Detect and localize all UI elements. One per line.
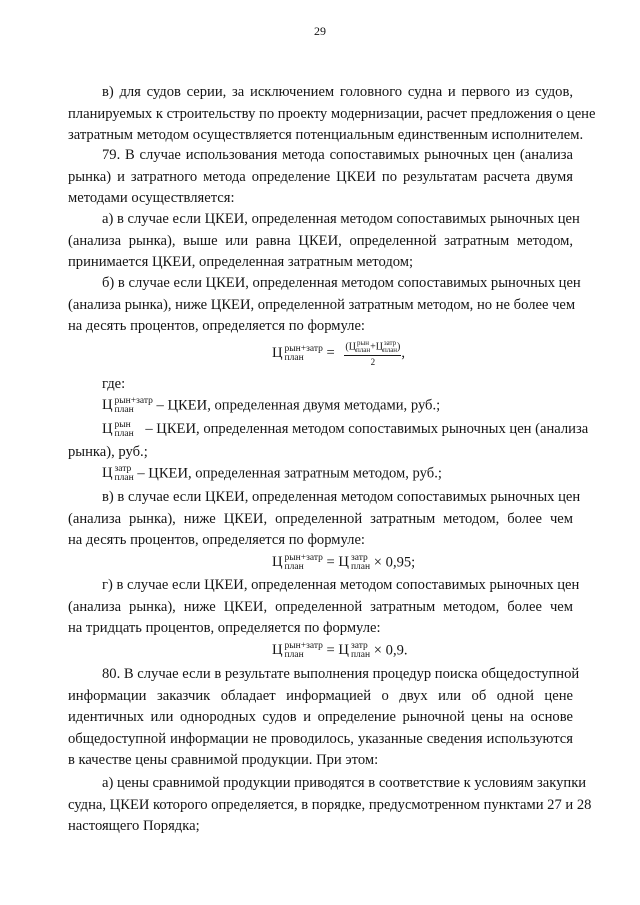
equals-sign: = — [326, 642, 335, 659]
where-label-block — [68, 374, 573, 396]
text-line: б) в случае если ЦКЕИ, определенная методом сопоставимых рыночных цен — [102, 275, 581, 291]
formula-symbol: Ц — [102, 397, 113, 414]
text-line: общедоступной информации не проводилось, указанные сведения используются — [68, 730, 573, 747]
text-line: методами осуществляется: — [68, 190, 235, 207]
subscript: план — [114, 405, 134, 415]
num-part: (Ц — [345, 341, 356, 353]
superscript: рын — [357, 339, 369, 347]
superscript: затр — [350, 553, 368, 563]
superscript: рын+затр — [284, 343, 323, 354]
formula-scripts — [351, 642, 370, 660]
fraction — [344, 340, 401, 367]
text-line: информации заказчик обладает информацией о двух или об одной цене — [68, 687, 573, 704]
text-line: принимается ЦКЕИ, определенная затратным методом; — [68, 254, 414, 271]
text-line: (анализа рынка), выше или равна ЦКЕИ, определенной затратным методом, — [68, 232, 573, 249]
fraction-denominator: 2 — [370, 357, 376, 367]
text-line: рынка), руб.; — [68, 444, 148, 460]
superscript: рын+затр — [114, 396, 153, 406]
text-line: 80. В случае если в результате выполнения процедур поиска общедоступной — [102, 666, 580, 682]
definition-3 — [102, 465, 442, 483]
equals-sign: = — [326, 344, 335, 361]
text-line: в) для судов серии, за исключением головного судна и первого из судов, — [102, 84, 573, 100]
paragraph-v-ship-series — [68, 82, 596, 147]
subscript: план — [284, 352, 304, 363]
subscript: план — [284, 562, 304, 572]
formula-symbol: Ц — [272, 344, 283, 361]
formula-average — [272, 340, 405, 367]
definition-text: – ЦКЕИ, определенная затратным методом, руб.; — [133, 465, 442, 482]
formula-scripts — [115, 421, 134, 439]
num-part: ) — [397, 341, 401, 353]
text-line: 79. В случае использования метода сопоставимых рыночных цен (анализа — [102, 147, 573, 163]
superscript: рын+затр — [284, 553, 323, 563]
superscript: затр — [383, 339, 397, 347]
formula-scripts — [285, 642, 323, 660]
num-scripts — [356, 340, 370, 354]
text-line: затратным методом осуществляется потенциальным единственным исполнителем. — [68, 127, 584, 144]
definition-2 — [102, 420, 589, 439]
definition-1 — [102, 397, 440, 415]
text-line: в) в случае если ЦКЕИ, определенная методом сопоставимых рыночных цен — [102, 489, 581, 505]
definition-text: – ЦКЕИ, определенная методом сопоставимых рыночных цен (анализа — [145, 421, 589, 438]
formula-symbol: Ц — [338, 642, 349, 659]
superscript: рын — [114, 420, 131, 430]
text-line: г) в случае если ЦКЕИ, определенная методом сопоставимых рыночных цен — [102, 577, 580, 593]
paragraph-79v — [68, 487, 581, 552]
text-line: (анализа рынка), ниже ЦКЕИ, определенной затратным методом, более чем — [68, 510, 573, 527]
text-line: судна, ЦКЕИ которого определяется, в порядке, предусмотренном пунктами 27 и 28 — [68, 796, 592, 813]
formula-symbol: Ц — [102, 421, 113, 438]
formula-scripts — [285, 554, 323, 572]
subscript: план — [114, 473, 134, 483]
num-scripts — [383, 340, 397, 354]
text-line: идентичных или однородных судов и определение рыночной цены на основе — [68, 709, 573, 726]
formula-symbol: Ц — [102, 465, 113, 482]
formula-tail: × 0,95; — [373, 554, 416, 571]
text-line: на тридцать процентов, определяется по формуле: — [68, 620, 381, 637]
where-label: где: — [102, 376, 126, 392]
text-line: (анализа рынка), ниже ЦКЕИ, определенной затратным методом, более чем — [68, 598, 573, 615]
formula-scripts — [285, 345, 323, 363]
paragraph-79a — [68, 209, 580, 274]
formula-symbol: Ц — [272, 642, 283, 659]
formula-095 — [272, 554, 415, 572]
superscript: затр — [350, 641, 368, 651]
equals-sign: = — [326, 554, 335, 571]
formula-scripts — [351, 554, 370, 572]
paragraph-79 — [68, 145, 573, 210]
paragraph-80a — [68, 773, 592, 838]
definition-2-continued — [68, 442, 573, 464]
text-line: настоящего Порядка; — [68, 818, 200, 835]
text-line: рынка) и затратного метода определение ЦКЕИ по результатам расчета двумя — [68, 168, 573, 185]
paragraph-79g — [68, 575, 580, 640]
formula-tail: , — [401, 344, 406, 361]
superscript: рын+затр — [284, 641, 323, 651]
formula-scripts — [115, 465, 134, 483]
page-number: 29 — [314, 24, 326, 38]
subscript: план — [350, 562, 371, 572]
formula-symbol: Ц — [272, 554, 283, 571]
formula-tail: × 0,9. — [373, 642, 408, 659]
subscript: план — [350, 650, 371, 660]
subscript: план — [114, 429, 134, 439]
subscript: план — [382, 346, 398, 354]
formula-scripts — [115, 397, 153, 415]
formula-symbol: Ц — [338, 554, 349, 571]
subscript: план — [355, 346, 371, 354]
superscript: затр — [114, 464, 132, 474]
text-line: планируемых к строительству по проекту модернизации, расчет предложения о цене — [68, 105, 596, 122]
text-line: на десять процентов, определяется по формуле: — [68, 532, 365, 549]
subscript: план — [284, 650, 304, 660]
paragraph-79b — [68, 273, 581, 338]
formula-09 — [272, 642, 408, 660]
fraction-numerator — [344, 340, 401, 356]
text-line: а) цены сравнимой продукции приводятся в соответствие к условиям закупки — [102, 775, 587, 791]
text-line: в качестве цены сравнимой продукции. При этом: — [68, 752, 379, 769]
text-line: на десять процентов, определяется по формуле: — [68, 318, 365, 335]
text-line: (анализа рынка), ниже ЦКЕИ, определенной затратным методом, но не более чем — [68, 296, 576, 313]
definition-text: – ЦКЕИ, определенная двумя методами, руб.; — [152, 397, 441, 414]
num-part: +Ц — [370, 341, 383, 353]
paragraph-80 — [68, 664, 580, 772]
text-line: а) в случае если ЦКЕИ, определенная методом сопоставимых рыночных цен — [102, 211, 580, 227]
